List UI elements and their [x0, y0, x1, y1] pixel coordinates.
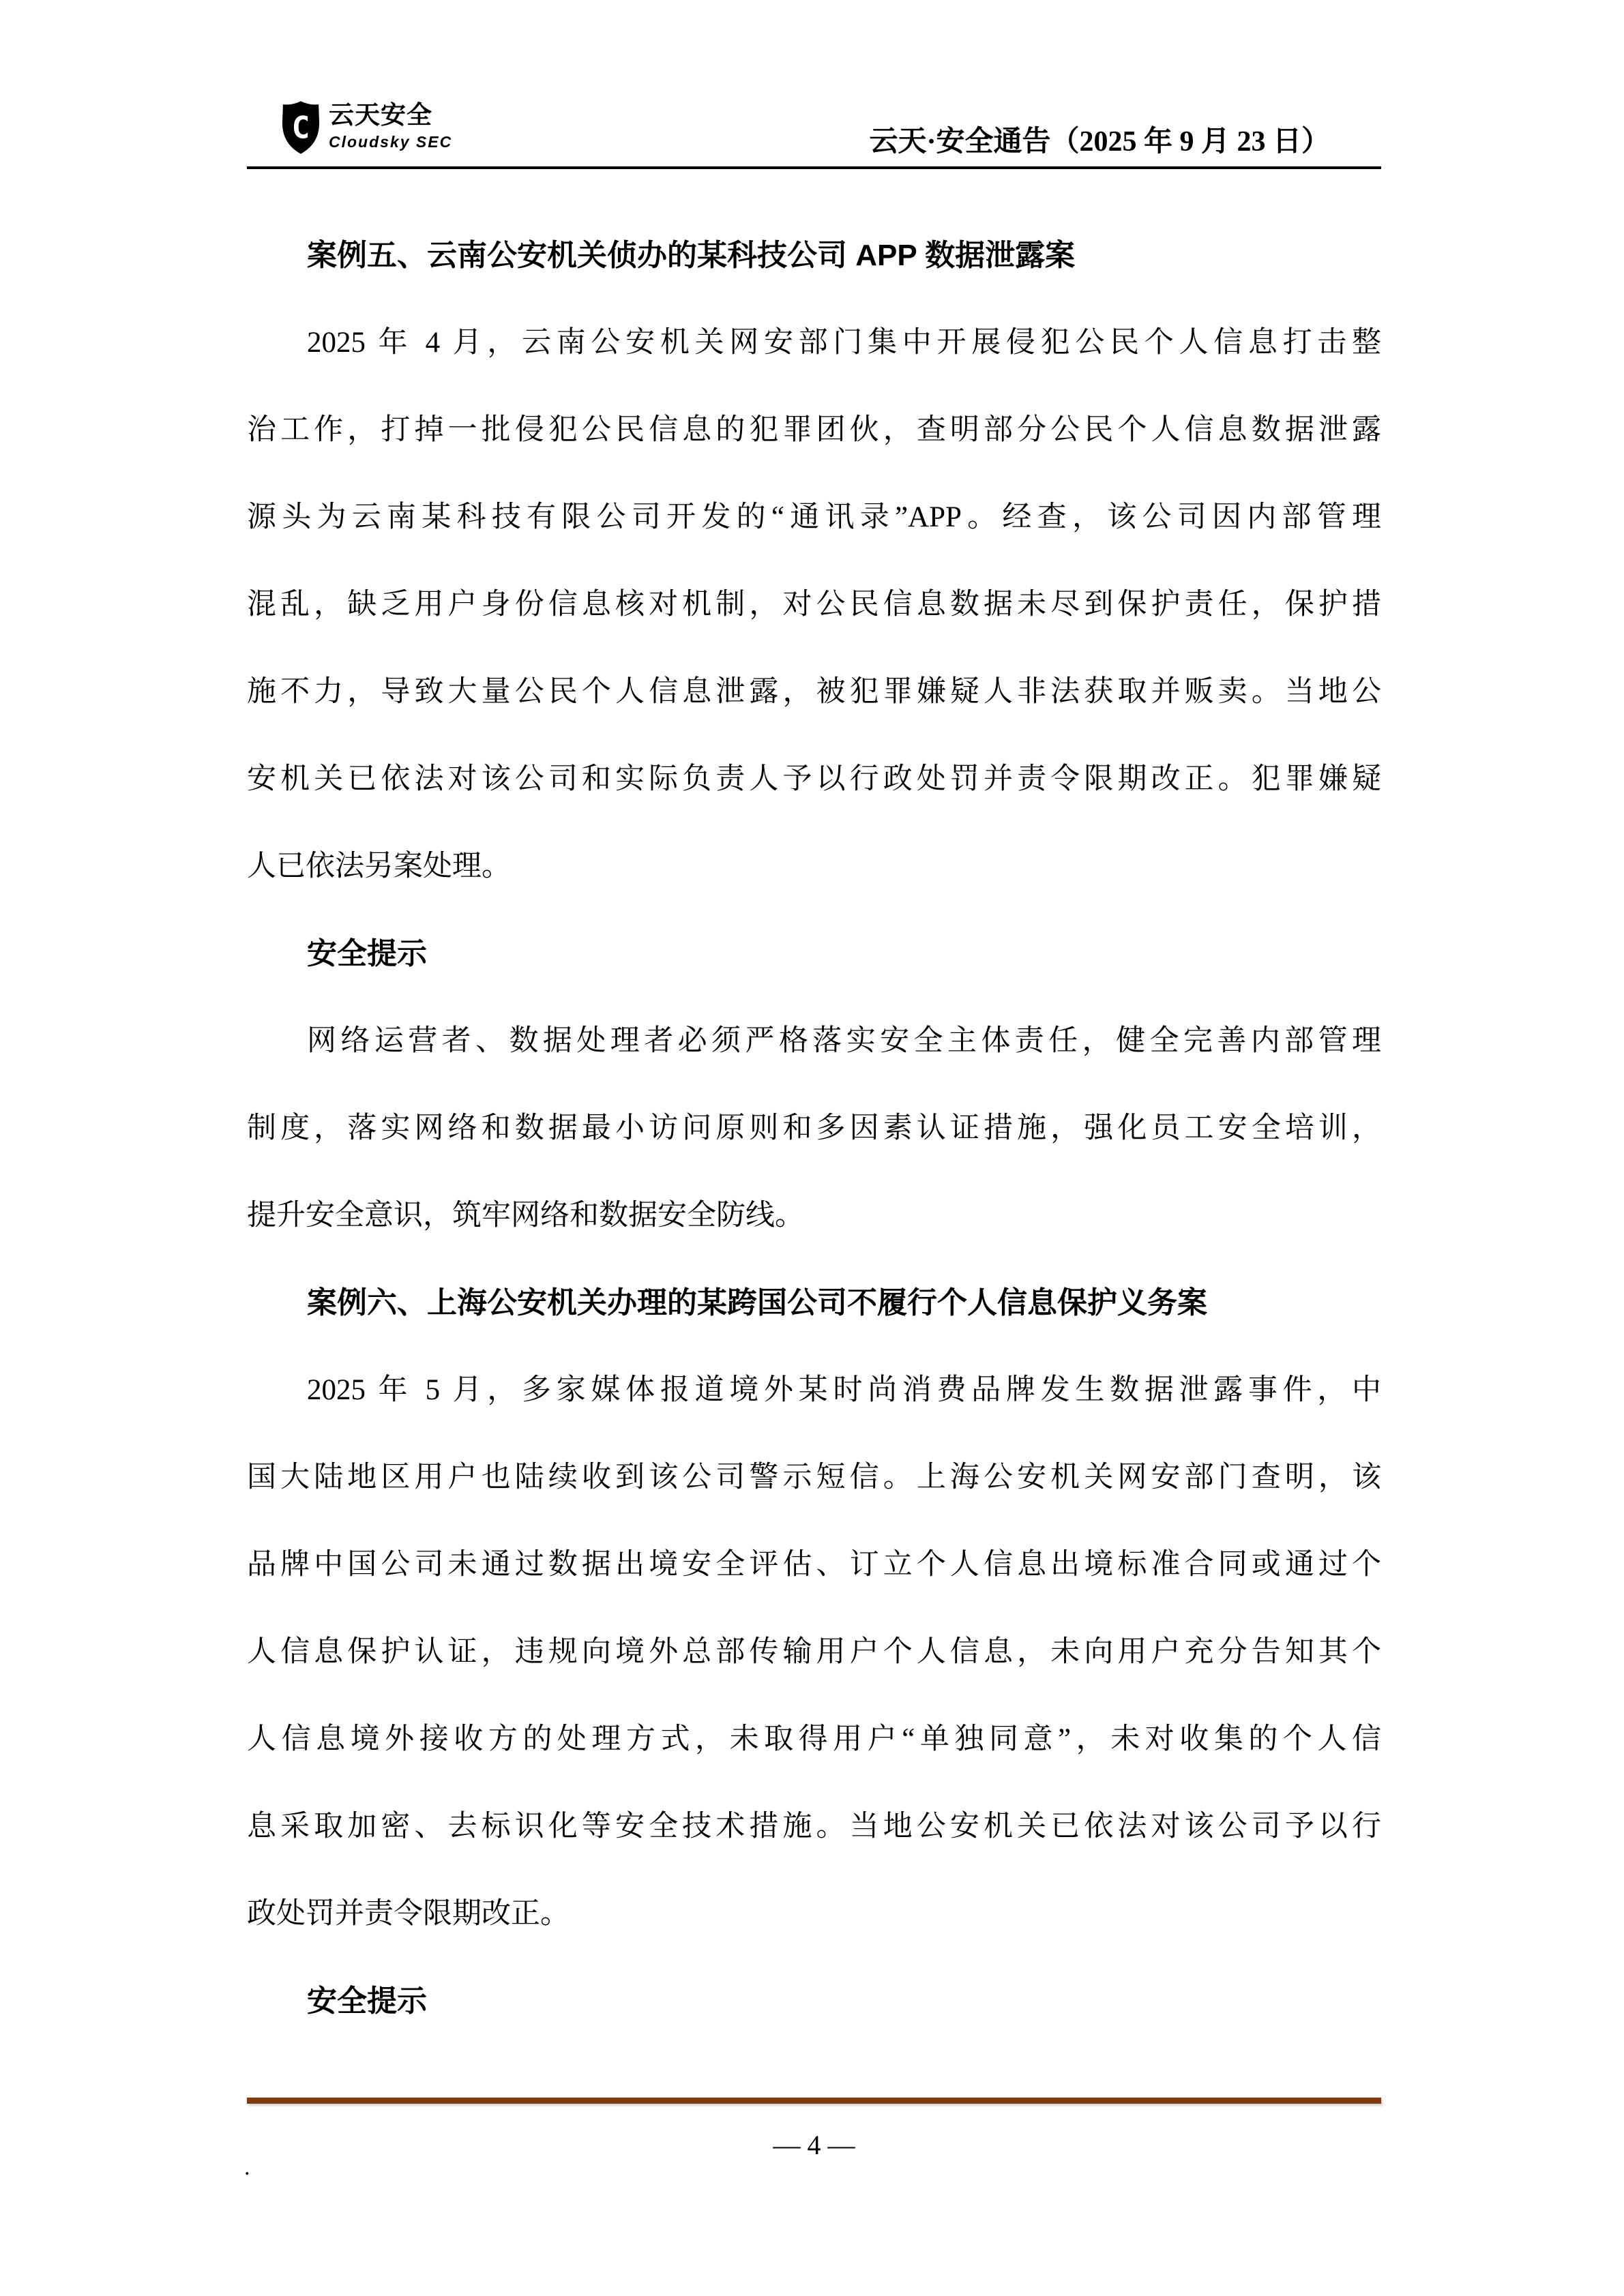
paragraph-line: 混乱，缺乏用户身份信息核对机制，对公民信息数据未尽到保护责任，保护措 [247, 588, 1381, 621]
paragraph-line: 人已依法另案处理。 [247, 850, 511, 882]
case-five-heading: 案例五、云南公安机关侦办的某科技公司 APP 数据泄露案 [307, 239, 1076, 272]
paragraph-line: 人信息境外接收方的处理方式，未取得用户“单独同意”，未对收集的个人信 [247, 1723, 1381, 1755]
paragraph-line: 2025 年 5 月，多家媒体报道境外某时尚消费品牌发生数据泄露事件，中 [307, 1374, 1381, 1406]
paragraph-line: 2025 年 4 月，云南公安机关网安部门集中开展侵犯公民个人信息打击整 [307, 327, 1381, 359]
paragraph-line: 政处罚并责令限期改正。 [247, 1898, 570, 1930]
paragraph-line: 品牌中国公司未通过数据出境安全评估、订立个人信息出境标准合同或通过个 [247, 1549, 1381, 1581]
logo-latin-name: Cloudsky SEC [329, 133, 453, 151]
paragraph-line: 人信息保护认证，违规向境外总部传输用户个人信息，未向用户充分告知其个 [247, 1636, 1381, 1668]
company-logo [281, 100, 452, 155]
bulletin-title: 云天·安全通告（2025 年 9 月 23 日） [869, 126, 1330, 158]
paragraph-line: 制度，落实网络和数据最小访问原则和多因素认证措施，强化员工安全培训， [247, 1112, 1381, 1144]
logo-monogram: C [291, 110, 310, 146]
paragraph-line: 源头为云南某科技有限公司开发的“通讯录”APP。经查，该公司因内部管理 [247, 501, 1381, 533]
paragraph-line: 国大陆地区用户也陆续收到该公司警示短信。上海公安机关网安部门查明，该 [247, 1461, 1381, 1493]
logo-text [329, 100, 452, 151]
header-rule [247, 166, 1381, 169]
security-tip-heading: 安全提示 [307, 937, 427, 970]
paragraph-line: 安机关已依法对该公司和实际负责人予以行政处罚并责令限期改正。犯罪嫌疑 [247, 763, 1381, 795]
document-body [247, 212, 1381, 2045]
paragraph-line: 治工作，打掉一批侵犯公民信息的犯罪团伙，查明部分公民个人信息数据泄露 [247, 414, 1381, 446]
logo-cjk-name: 云天安全 [329, 101, 432, 129]
stray-period-mark: . [244, 2155, 250, 2180]
security-tip-heading: 安全提示 [307, 1984, 427, 2018]
shield-logo-icon [281, 100, 321, 155]
paragraph-line: 息采取加密、去标识化等安全技术措施。当地公安机关已依法对该公司予以行 [247, 1810, 1381, 1843]
paragraph-line: 施不力，导致大量公民个人信息泄露，被犯罪嫌疑人非法获取并贩卖。当地公 [247, 676, 1381, 708]
page-number: — 4 — [773, 2130, 855, 2160]
footer-rule [247, 2098, 1381, 2104]
paragraph-line: 网络运营者、数据处理者必须严格落实安全主体责任，健全完善内部管理 [307, 1025, 1381, 1057]
case-six-heading: 案例六、上海公安机关办理的某跨国公司不履行个人信息保护义务案 [307, 1286, 1207, 1320]
paragraph-line: 提升安全意识，筑牢网络和数据安全防线。 [247, 1199, 804, 1232]
